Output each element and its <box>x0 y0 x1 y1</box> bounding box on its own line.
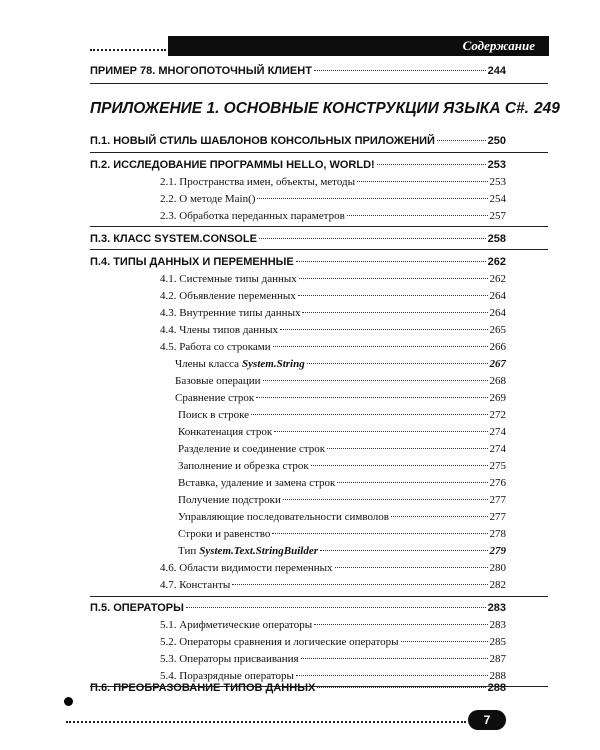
toc-entry[interactable] <box>160 561 506 576</box>
toc-entry[interactable] <box>160 652 506 667</box>
toc-entry-page: 266 <box>489 341 506 353</box>
toc-entry-label: ПРИМЕР 78. МНОГОПОТОЧНЫЙ КЛИЕНТ <box>90 65 312 77</box>
toc-entry-page: 277 <box>489 511 506 523</box>
toc-entry[interactable] <box>178 408 506 423</box>
toc-entry-page: 268 <box>489 375 506 387</box>
leader-dots <box>283 499 488 500</box>
toc-entry-label: П.4. ТИПЫ ДАННЫХ И ПЕРЕМЕННЫЕ <box>90 256 294 268</box>
toc-entry-page: 287 <box>489 653 506 665</box>
appendix-title: ПРИЛОЖЕНИЕ 1. ОСНОВНЫЕ КОНСТРУКЦИИ ЯЗЫКА C#. <box>90 100 529 117</box>
leader-dots <box>274 431 487 432</box>
toc-entry-label: 2.1. Пространства имен, объекты, методы <box>160 176 356 188</box>
leader-dots <box>391 516 488 517</box>
toc-entry-page: 269 <box>489 392 506 404</box>
toc-entry[interactable] <box>90 134 506 149</box>
leader-dots <box>296 261 486 262</box>
header-title: Содержание <box>462 38 535 53</box>
toc-entry[interactable] <box>178 493 506 508</box>
toc-entry[interactable] <box>178 442 506 457</box>
toc-entry[interactable] <box>160 306 506 321</box>
toc-entry-label: 4.7. Константы <box>160 579 231 591</box>
toc-entry[interactable] <box>160 289 506 304</box>
toc-entry-label: П.3. КЛАСС SYSTEM.CONSOLE <box>90 233 257 245</box>
toc-entry-page: 275 <box>489 460 506 472</box>
toc-entry-label: Сравнение строк <box>175 392 255 404</box>
toc-entry-page: 274 <box>489 443 506 455</box>
toc-entry-label: Заполнение и обрезка строк <box>178 460 309 472</box>
toc-entry-label: Базовые операции <box>175 375 261 387</box>
leader-dots <box>314 624 487 625</box>
leader-dots <box>347 215 488 216</box>
toc-entry[interactable] <box>90 681 506 696</box>
footer-dotted-line <box>66 721 466 723</box>
leader-dots <box>437 140 486 141</box>
leader-dots <box>317 687 485 688</box>
leader-dots <box>273 346 488 347</box>
leader-dots <box>327 448 487 449</box>
toc-entry[interactable] <box>175 374 506 389</box>
toc-entry[interactable] <box>175 357 506 372</box>
toc-entry-label: Получение подстроки <box>178 494 281 506</box>
leader-dots <box>280 329 488 330</box>
page-number: 7 <box>483 713 491 727</box>
leader-dots <box>251 414 487 415</box>
toc-entry-label: 2.3. Обработка переданных параметров <box>160 210 345 222</box>
toc-entry[interactable] <box>90 158 506 173</box>
toc-entry-label: П.6. ПРЕОБРАЗОВАНИЕ ТИПОВ ДАННЫХ <box>90 682 316 694</box>
toc-entry-page: 262 <box>489 273 506 285</box>
toc-entry-page: 264 <box>489 290 506 302</box>
toc-entry-label-emphasis: System.Text.StringBuilder <box>199 545 319 557</box>
toc-entry-page: 250 <box>487 135 506 147</box>
toc-entry-label: Вставка, удаление и замена строк <box>178 477 336 489</box>
leader-dots <box>335 567 488 568</box>
toc-entry-page: 279 <box>489 545 506 557</box>
toc-entry[interactable] <box>90 64 506 79</box>
toc-entry-label: Разделение и соединение строк <box>178 443 326 455</box>
toc-entry[interactable] <box>160 175 506 190</box>
toc-entry[interactable] <box>160 618 506 633</box>
toc-entry-label: П.2. ИССЛЕДОВАНИЕ ПРОГРАММЫ HELLO, WORLD! <box>90 159 375 171</box>
toc-entry[interactable] <box>160 323 506 338</box>
leader-dots <box>401 641 488 642</box>
toc-entry[interactable] <box>160 578 506 593</box>
toc-entry-page: 267 <box>489 358 506 370</box>
toc-entry[interactable] <box>90 601 506 616</box>
toc-entry-page: 280 <box>489 562 506 574</box>
leader-dots <box>298 295 488 296</box>
leader-dots <box>302 312 487 313</box>
leader-dots <box>256 397 487 398</box>
toc-entry-label: Конкатенация строк <box>178 426 273 438</box>
footer-bullet <box>64 697 73 706</box>
leader-dots <box>259 238 486 239</box>
toc-entry-page: 258 <box>487 233 506 245</box>
leader-dots <box>263 380 488 381</box>
toc-entry-label-emphasis: System.String <box>242 358 305 370</box>
divider <box>90 249 548 250</box>
divider <box>90 152 548 153</box>
toc-entry[interactable] <box>178 459 506 474</box>
toc-entry-label: 5.4. Поразрядные операторы <box>160 670 294 682</box>
toc-entry-label: П.1. НОВЫЙ СТИЛЬ ШАБЛОНОВ КОНСОЛЬНЫХ ПРИЛОЖЕНИЙ <box>90 135 435 147</box>
toc-entry-label: Строки и равенство <box>178 528 271 540</box>
toc-entry-label: 5.3. Операторы присваивания <box>160 653 299 665</box>
toc-entry-page: 254 <box>489 193 506 205</box>
toc-entry-label: 5.1. Арифметические операторы <box>160 619 313 631</box>
divider <box>90 83 548 84</box>
header-dotted-line <box>90 49 166 51</box>
toc-entry-label: 4.4. Члены типов данных <box>160 324 278 336</box>
appendix-page: 249 <box>533 100 560 117</box>
leader-dots <box>272 533 487 534</box>
toc-entry-label: Поиск в строке <box>178 409 250 421</box>
leader-dots <box>377 164 486 165</box>
toc-entry[interactable] <box>160 340 506 355</box>
toc-entry[interactable] <box>160 192 506 207</box>
appendix-heading[interactable] <box>90 99 560 119</box>
toc-entry[interactable] <box>175 391 506 406</box>
leader-dots <box>296 675 488 676</box>
divider <box>90 596 548 597</box>
toc-entry-label: 5.2. Операторы сравнения и логические операторы <box>160 636 399 648</box>
toc-entry-label: Тип <box>178 545 197 557</box>
toc-entry-page: 278 <box>489 528 506 540</box>
toc-entry-page: 283 <box>487 602 506 614</box>
toc-entry-page: 262 <box>487 256 506 268</box>
leader-dots <box>299 278 488 279</box>
toc-entry-label: 4.6. Области видимости переменных <box>160 562 333 574</box>
leader-dots <box>186 607 486 608</box>
toc-entry-page: 276 <box>489 477 506 489</box>
leader-dots <box>232 584 487 585</box>
toc-entry-page: 257 <box>489 210 506 222</box>
toc-entry[interactable] <box>160 635 506 650</box>
toc-entry-page: 264 <box>489 307 506 319</box>
toc-entry[interactable] <box>90 232 506 247</box>
toc-entry-page: 285 <box>489 636 506 648</box>
toc-entry-page: 244 <box>487 65 506 77</box>
toc-entry[interactable] <box>160 209 506 224</box>
toc-entry-label: П.5. ОПЕРАТОРЫ <box>90 602 184 614</box>
toc-entry-page: 274 <box>489 426 506 438</box>
toc-entry-page: 277 <box>489 494 506 506</box>
leader-dots <box>357 181 487 182</box>
toc-entry-page: 288 <box>487 682 506 694</box>
toc-entry[interactable] <box>178 527 506 542</box>
toc-entry-label: 2.2. О методе Main() <box>160 193 256 205</box>
toc-entry[interactable] <box>90 255 506 270</box>
leader-dots <box>311 465 488 466</box>
toc-entry-label: 4.5. Работа со строками <box>160 341 271 353</box>
toc-entry-label: 4.2. Объявление переменных <box>160 290 296 302</box>
toc-entry[interactable] <box>178 476 506 491</box>
leader-dots <box>257 198 487 199</box>
toc-entry-page: 283 <box>489 619 506 631</box>
toc-entry[interactable] <box>178 425 506 440</box>
leader-dots <box>320 550 487 551</box>
toc-entry-page: 253 <box>489 176 506 188</box>
leader-dots <box>337 482 487 483</box>
toc-entry[interactable] <box>160 272 506 287</box>
divider <box>90 226 548 227</box>
page-number-badge <box>468 710 506 730</box>
toc-entry-page: 265 <box>489 324 506 336</box>
toc-entry[interactable] <box>178 544 506 559</box>
toc-entry-page: 253 <box>487 159 506 171</box>
header-bar <box>168 36 549 56</box>
toc-entry-page: 272 <box>489 409 506 421</box>
toc-entry-label: Управляющие последовательности символов <box>178 511 389 523</box>
leader-dots <box>301 658 488 659</box>
toc-entry-label: Члены класса <box>175 358 240 370</box>
toc-entry-page: 288 <box>489 670 506 682</box>
toc-entry[interactable] <box>178 510 506 525</box>
toc-entry-page: 282 <box>489 579 506 591</box>
leader-dots <box>307 363 488 364</box>
toc-entry-label: 4.1. Системные типы данных <box>160 273 297 285</box>
toc-entry-label: 4.3. Внутренние типы данных <box>160 307 301 319</box>
leader-dots <box>314 70 486 71</box>
